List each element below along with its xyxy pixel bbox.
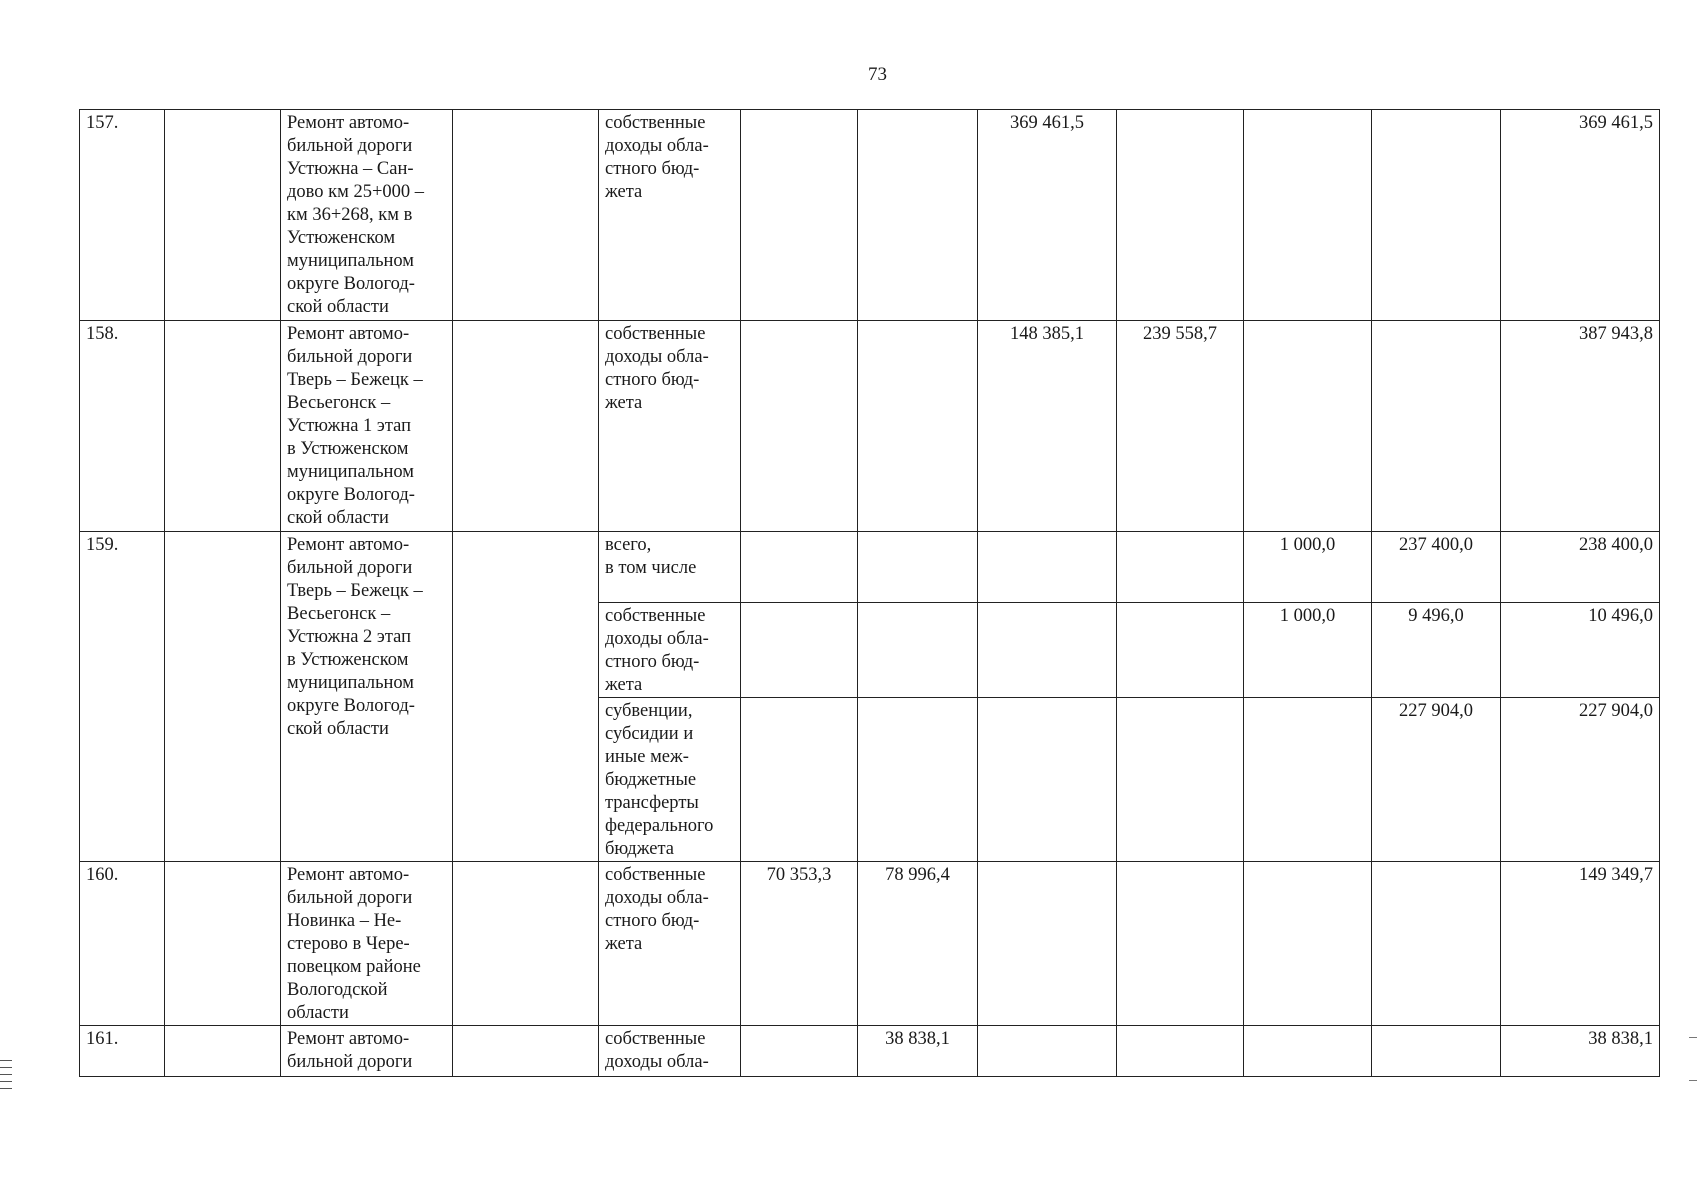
empty-cell [453, 321, 599, 532]
value-cell [858, 532, 978, 603]
value-cell [858, 603, 978, 698]
value-cell [741, 321, 858, 532]
value-cell [978, 862, 1117, 1026]
value-cell [741, 1026, 858, 1077]
value-cell [858, 110, 978, 321]
value-cell [858, 698, 978, 862]
total-cell: 369 461,5 [1501, 110, 1660, 321]
value-cell [858, 321, 978, 532]
row-number: 159. [80, 532, 165, 862]
value-cell: 237 400,0 [1372, 532, 1501, 603]
funding-source: собственные доходы обла- стного бюд- жета [599, 603, 741, 698]
value-cell [978, 603, 1117, 698]
table-row [80, 110, 1660, 321]
empty-cell [165, 1026, 281, 1077]
total-cell: 10 496,0 [1501, 603, 1660, 698]
budget-table [79, 109, 1660, 1077]
value-cell [1372, 1026, 1501, 1077]
total-cell: 149 349,7 [1501, 862, 1660, 1026]
value-cell [978, 1026, 1117, 1077]
funding-source: всего, в том числе [599, 532, 741, 603]
object-name: Ремонт автомо- бильной дороги Тверь – Бежецк – Весьегонск – Устюжна 1 этап в Устюженском муниципальном округе Вологод- ской области [281, 321, 453, 532]
value-cell: 9 496,0 [1372, 603, 1501, 698]
object-name: Ремонт автомо- бильной дороги Новинка – Не- стерово в Чере- повецком районе Вологодской области [281, 862, 453, 1026]
value-cell [1372, 110, 1501, 321]
value-cell [1117, 698, 1244, 862]
scan-edge-mark [1689, 1037, 1697, 1038]
empty-cell [165, 321, 281, 532]
value-cell [741, 603, 858, 698]
funding-source: собственные доходы обла- [599, 1026, 741, 1077]
table-row [80, 862, 1660, 1026]
value-cell: 1 000,0 [1244, 532, 1372, 603]
total-cell: 227 904,0 [1501, 698, 1660, 862]
value-cell: 78 996,4 [858, 862, 978, 1026]
total-cell: 38 838,1 [1501, 1026, 1660, 1077]
value-cell [1244, 1026, 1372, 1077]
value-cell [1117, 532, 1244, 603]
object-name: Ремонт автомо- бильной дороги Устюжна – Сан- дово км 25+000 – км 36+268, км в Устюженском муниципальном округе Вологод- ской области [281, 110, 453, 321]
value-cell [1117, 110, 1244, 321]
row-number: 161. [80, 1026, 165, 1077]
value-cell: 1 000,0 [1244, 603, 1372, 698]
empty-cell [165, 532, 281, 862]
object-name: Ремонт автомо- бильной дороги Тверь – Бежецк – Весьегонск – Устюжна 2 этап в Устюженском муниципальном округе Вологод- ской области [281, 532, 453, 862]
funding-source: собственные доходы обла- стного бюд- жета [599, 110, 741, 321]
row-number: 157. [80, 110, 165, 321]
empty-cell [453, 532, 599, 862]
value-cell [1244, 698, 1372, 862]
empty-cell [453, 110, 599, 321]
scan-edge-marks [0, 1060, 12, 1095]
value-cell [1372, 321, 1501, 532]
value-cell [1244, 321, 1372, 532]
scan-edge-mark [1689, 1080, 1697, 1081]
value-cell [978, 532, 1117, 603]
empty-cell [165, 110, 281, 321]
funding-source: собственные доходы обла- стного бюд- жета [599, 321, 741, 532]
object-name: Ремонт автомо- бильной дороги [281, 1026, 453, 1077]
value-cell [1117, 862, 1244, 1026]
total-cell: 387 943,8 [1501, 321, 1660, 532]
value-cell: 38 838,1 [858, 1026, 978, 1077]
total-cell: 238 400,0 [1501, 532, 1660, 603]
funding-source: собственные доходы обла- стного бюд- жета [599, 862, 741, 1026]
value-cell: 148 385,1 [978, 321, 1117, 532]
value-cell [741, 698, 858, 862]
funding-source: субвенции, субсидии и иные меж- бюджетные трансферты федерального бюджета [599, 698, 741, 862]
value-cell [741, 532, 858, 603]
empty-cell [165, 862, 281, 1026]
page-number: 73 [868, 64, 887, 85]
table-row [80, 1026, 1660, 1077]
value-cell [1372, 862, 1501, 1026]
value-cell: 369 461,5 [978, 110, 1117, 321]
empty-cell [453, 1026, 599, 1077]
value-cell [978, 698, 1117, 862]
row-number: 158. [80, 321, 165, 532]
value-cell [1244, 110, 1372, 321]
table-row [80, 321, 1660, 532]
value-cell: 227 904,0 [1372, 698, 1501, 862]
empty-cell [453, 862, 599, 1026]
value-cell: 70 353,3 [741, 862, 858, 1026]
value-cell [1244, 862, 1372, 1026]
value-cell [1117, 603, 1244, 698]
table-row [80, 532, 1660, 603]
value-cell: 239 558,7 [1117, 321, 1244, 532]
row-number: 160. [80, 862, 165, 1026]
value-cell [1117, 1026, 1244, 1077]
value-cell [741, 110, 858, 321]
